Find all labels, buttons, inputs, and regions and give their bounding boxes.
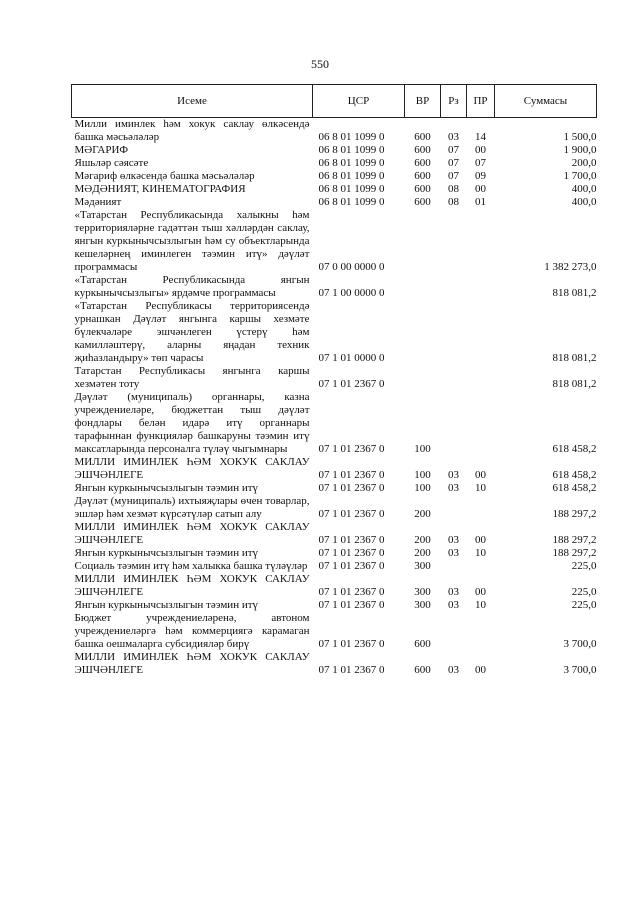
cell-sum: 618 458,2 [552, 482, 597, 494]
table-row [72, 456, 597, 482]
cell-csr: 07 1 01 2367 0 [318, 664, 385, 676]
cell-sum: 188 297,2 [552, 534, 597, 546]
table-row [72, 547, 597, 560]
cell-pr: 00 [475, 586, 486, 598]
table-row [72, 183, 597, 196]
table-row [72, 482, 597, 495]
cell-name: «Татарстан Республикасы территориясендә урнашкан Дәүләт янгынга каршы хезмәте бүлекчәләре эшчәнлеген үстерү һәм камилләштерү, аларны яңадан техник җиһазландыру» төп чарасы [74, 300, 310, 364]
cell-rz: 08 [448, 183, 459, 195]
table-row [72, 300, 597, 365]
cell-sum: 400,0 [571, 196, 597, 208]
cell-pr: 10 [475, 547, 486, 559]
cell-rz: 03 [448, 534, 459, 546]
cell-vr: 200 [414, 534, 431, 546]
cell-name: Мәгариф өлкәсендә башка мәсьәләләр [74, 170, 255, 182]
cell-pr: 00 [475, 534, 486, 546]
cell-rz: 03 [448, 664, 459, 676]
cell-csr: 07 1 01 0000 0 [318, 352, 385, 364]
cell-csr: 07 1 01 2367 0 [318, 378, 385, 390]
cell-sum: 3 700,0 [563, 664, 597, 676]
cell-name: Яшьләр сәясәте [74, 157, 149, 169]
cell-vr: 600 [414, 638, 431, 650]
cell-csr: 07 1 01 2367 0 [318, 586, 385, 598]
cell-csr: 07 0 00 0000 0 [318, 261, 385, 273]
cell-pr [467, 391, 495, 456]
cell-vr: 100 [414, 443, 431, 455]
cell-rz: 03 [448, 586, 459, 598]
cell-vr [405, 300, 441, 365]
cell-vr: 600 [414, 144, 431, 156]
cell-csr: 06 8 01 1099 0 [318, 183, 385, 195]
table-row [72, 599, 597, 612]
cell-csr: 07 1 01 2367 0 [318, 469, 385, 481]
cell-sum: 818 081,2 [552, 378, 597, 390]
header-csr: ЦСР [313, 85, 405, 118]
table-row [72, 560, 597, 573]
cell-sum: 225,0 [571, 599, 597, 611]
table-row [72, 157, 597, 170]
table-row [72, 170, 597, 183]
cell-name: Янгын куркынычсызлыгын тәэмин итү [74, 547, 259, 559]
cell-csr: 06 8 01 1099 0 [318, 157, 385, 169]
cell-sum: 1 900,0 [563, 144, 597, 156]
cell-sum: 188 297,2 [552, 547, 597, 559]
cell-sum: 400,0 [571, 183, 597, 195]
table-row [72, 209, 597, 274]
cell-pr [467, 300, 495, 365]
cell-rz: 03 [448, 482, 459, 494]
table-row [72, 651, 597, 677]
cell-pr: 14 [475, 131, 486, 143]
cell-csr: 07 1 01 2367 0 [318, 547, 385, 559]
budget-table [71, 84, 597, 677]
cell-pr: 00 [475, 469, 486, 481]
cell-pr: 07 [475, 157, 486, 169]
cell-name: МИЛЛИ ИМИНЛЕК ҺӘМ ХОКУК САКЛАУ ЭШЧӘНЛЕГЕ [74, 456, 310, 481]
cell-csr: 07 1 01 2367 0 [318, 638, 385, 650]
cell-vr: 600 [414, 664, 431, 676]
cell-sum: 818 081,2 [552, 287, 597, 299]
cell-csr: 06 8 01 1099 0 [318, 170, 385, 182]
table-row [72, 144, 597, 157]
cell-rz: 03 [448, 131, 459, 143]
cell-pr: 10 [475, 599, 486, 611]
cell-name: МӘДӘНИЯТ, КИНЕМАТОГРАФИЯ [74, 183, 246, 195]
cell-name: «Татарстан Республикасында халыкны һәм территорияләрне гадәттән тыш хәлләрдән саклау, янгын куркынычсызлыгын һәм су объектларында кешеләрнең иминлеген тәэмин итү» дәүләт программасы [74, 209, 310, 273]
table-row [72, 495, 597, 521]
cell-sum: 1 382 273,0 [544, 261, 597, 273]
cell-vr: 600 [414, 157, 431, 169]
table-header [72, 85, 597, 118]
cell-csr: 06 8 01 1099 0 [318, 131, 385, 143]
cell-rz [441, 209, 467, 274]
cell-vr: 600 [414, 183, 431, 195]
cell-csr: 07 1 01 2367 0 [318, 508, 385, 520]
cell-sum: 818 081,2 [552, 352, 597, 364]
cell-name: Мәдәният [74, 196, 122, 208]
cell-rz: 08 [448, 196, 459, 208]
cell-pr [467, 365, 495, 391]
cell-csr: 07 1 01 2367 0 [318, 534, 385, 546]
cell-pr: 09 [475, 170, 486, 182]
cell-pr: 00 [475, 183, 486, 195]
table-row [72, 365, 597, 391]
cell-vr: 600 [414, 131, 431, 143]
cell-name: МИЛЛИ ИМИНЛЕК ҺӘМ ХОКУК САКЛАУ ЭШЧӘНЛЕГЕ [74, 651, 310, 676]
cell-rz [441, 495, 467, 521]
cell-sum: 1 700,0 [563, 170, 597, 182]
cell-vr: 200 [414, 547, 431, 559]
cell-vr: 200 [414, 508, 431, 520]
cell-name: Дәүләт (муниципаль) ихтыяҗлары өчен товарлар, эшләр һәм хезмәт күрсәтүләр сатып алу [74, 495, 310, 520]
cell-rz [441, 300, 467, 365]
cell-vr [405, 274, 441, 300]
cell-pr: 10 [475, 482, 486, 494]
cell-sum: 225,0 [571, 586, 597, 598]
cell-name: Социаль тәэмин итү һәм халыкка башка түләүләр [74, 560, 308, 572]
table-row [72, 391, 597, 456]
header-sum: Суммасы [495, 85, 597, 118]
header-vr: ВР [405, 85, 441, 118]
cell-pr [467, 274, 495, 300]
header-name: Исеме [72, 85, 313, 118]
cell-name: МИЛЛИ ИМИНЛЕК ҺӘМ ХОКУК САКЛАУ ЭШЧӘНЛЕГЕ [74, 521, 310, 546]
table-row [72, 612, 597, 651]
table-row [72, 118, 597, 145]
table-row [72, 573, 597, 599]
cell-rz: 07 [448, 157, 459, 169]
cell-csr: 07 1 01 2367 0 [318, 560, 385, 572]
cell-vr: 600 [414, 196, 431, 208]
header-pr: ПР [467, 85, 495, 118]
page-number: 550 [311, 57, 329, 71]
cell-sum: 200,0 [571, 157, 597, 169]
cell-rz [441, 365, 467, 391]
cell-sum: 1 500,0 [563, 131, 597, 143]
cell-csr: 07 1 01 2367 0 [318, 443, 385, 455]
cell-name: Милли иминлек һәм хокук саклау өлкәсендә башка мәсьәләләр [74, 118, 310, 143]
cell-csr: 07 1 01 2367 0 [318, 482, 385, 494]
cell-name: «Татарстан Республикасында янгын куркынычсызлыгы» ярдәмче программасы [74, 274, 310, 299]
table-row [72, 521, 597, 547]
cell-rz: 03 [448, 599, 459, 611]
cell-vr: 300 [414, 560, 431, 572]
cell-csr: 07 1 01 2367 0 [318, 599, 385, 611]
cell-pr [467, 495, 495, 521]
table-row [72, 196, 597, 209]
cell-rz: 03 [448, 469, 459, 481]
cell-name: МИЛЛИ ИМИНЛЕК ҺӘМ ХОКУК САКЛАУ ЭШЧӘНЛЕГЕ [74, 573, 310, 598]
cell-vr: 100 [414, 482, 431, 494]
cell-pr: 00 [475, 664, 486, 676]
cell-sum: 225,0 [571, 560, 597, 572]
header-rz: Рз [441, 85, 467, 118]
cell-sum: 618 458,2 [552, 443, 597, 455]
cell-csr: 07 1 00 0000 0 [318, 287, 385, 299]
cell-sum: 188 297,2 [552, 508, 597, 520]
cell-pr [467, 560, 495, 573]
cell-rz [441, 560, 467, 573]
cell-vr [405, 365, 441, 391]
cell-rz: 03 [448, 547, 459, 559]
cell-vr: 300 [414, 599, 431, 611]
cell-csr: 06 8 01 1099 0 [318, 144, 385, 156]
cell-name: МӘГАРИФ [74, 144, 129, 156]
cell-name: Янгын куркынычсызлыгын тәэмин итү [74, 482, 259, 494]
cell-pr: 00 [475, 144, 486, 156]
cell-vr: 300 [414, 586, 431, 598]
cell-name: Дәүләт (муниципаль) органнары, казна учреждениеләре, бюджеттан тыш дәүләт фондлары белән идарә итү органнары тарафыннан функцияләр башкаруны тәэмин итү максатларында персоналга түләү чыгымнары [74, 391, 310, 455]
cell-rz [441, 274, 467, 300]
table-body [72, 118, 597, 678]
cell-pr [467, 612, 495, 651]
cell-sum: 3 700,0 [563, 638, 597, 650]
cell-vr [405, 209, 441, 274]
cell-rz: 07 [448, 170, 459, 182]
cell-pr [467, 209, 495, 274]
cell-vr: 600 [414, 170, 431, 182]
cell-name: Бюджет учреждениеләренә, автоном учреждениеләргә һәм коммерциягә карамаган башка оешмаларга субсидияләр бирү [74, 612, 310, 650]
cell-rz: 07 [448, 144, 459, 156]
cell-sum: 618 458,2 [552, 469, 597, 481]
cell-rz [441, 612, 467, 651]
table-row [72, 274, 597, 300]
cell-vr: 100 [414, 469, 431, 481]
cell-name: Татарстан Республикасы янгынга каршы хезмәтен тоту [74, 365, 310, 390]
cell-name: Янгын куркынычсызлыгын тәэмин итү [74, 599, 259, 611]
cell-rz [441, 391, 467, 456]
cell-pr: 01 [475, 196, 486, 208]
cell-csr: 06 8 01 1099 0 [318, 196, 385, 208]
